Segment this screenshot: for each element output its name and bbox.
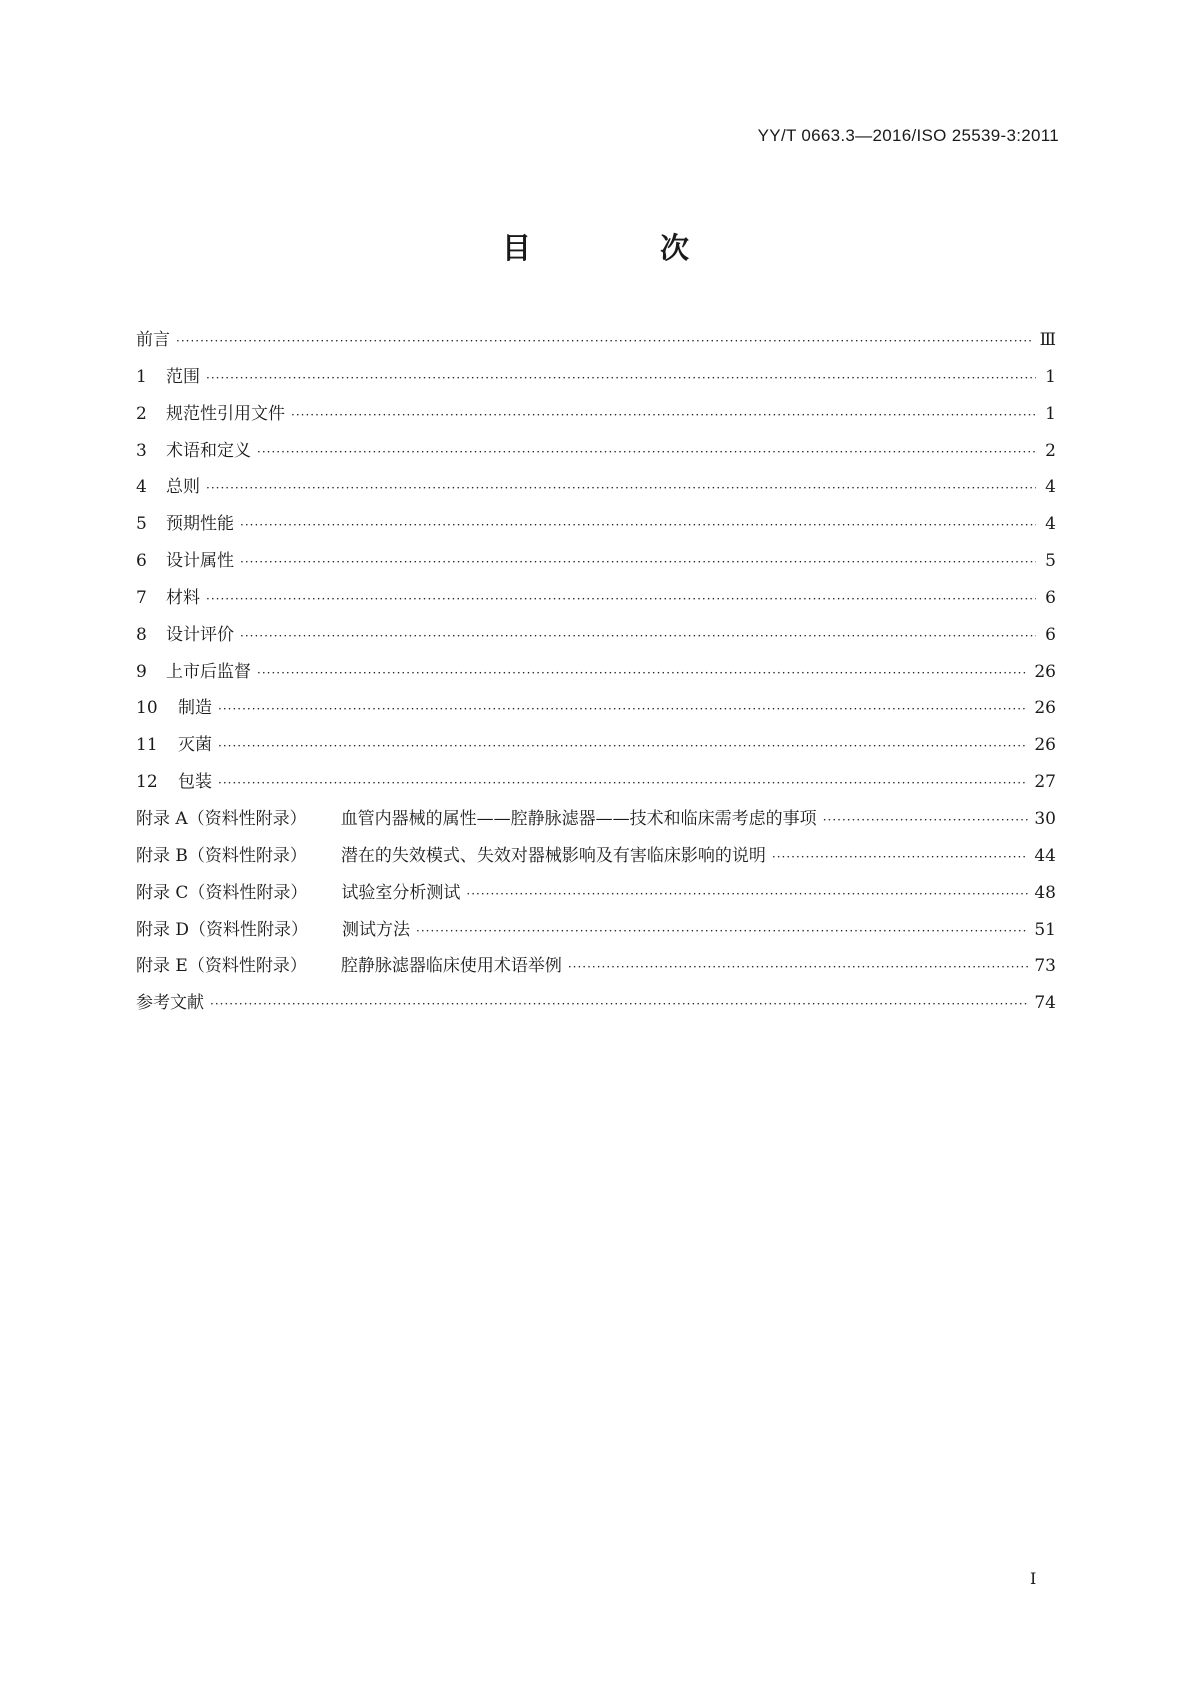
toc-page: 1	[1045, 403, 1056, 424]
toc-label: 制造	[178, 698, 212, 719]
toc-number: 8	[136, 624, 147, 645]
toc-label: 参考文献	[136, 993, 204, 1014]
toc-label: 范围	[166, 366, 200, 387]
dot-leader	[206, 470, 1036, 506]
toc-page: 1	[1045, 366, 1056, 387]
toc-number: 12	[136, 772, 158, 793]
toc-label: 试验室分析测试	[341, 882, 461, 903]
toc-entry-chapter[interactable]	[136, 543, 1056, 580]
toc-entry-chapter[interactable]	[136, 506, 1056, 543]
table-of-contents	[136, 322, 1056, 1022]
toc-page: 26	[1034, 661, 1056, 682]
annex-prefix: 附录 C（资料性附录）	[136, 882, 308, 903]
toc-page: 6	[1045, 624, 1056, 645]
annex-prefix: 附录 D（资料性附录）	[136, 919, 309, 940]
toc-label: 材料	[166, 587, 200, 608]
toc-page: 26	[1034, 698, 1056, 719]
toc-entry-chapter[interactable]	[136, 580, 1056, 617]
dot-leader	[240, 618, 1036, 654]
toc-page: 4	[1045, 514, 1056, 535]
toc-number: 11	[136, 735, 158, 756]
toc-label: 设计评价	[166, 624, 234, 645]
toc-label: 测试方法	[342, 919, 411, 940]
annex-prefix: 附录 B（资料性附录）	[136, 845, 307, 866]
dot-leader	[823, 802, 1029, 838]
toc-page: 2	[1045, 440, 1056, 461]
toc-number: 4	[136, 477, 147, 498]
dot-leader	[176, 323, 1034, 359]
toc-entry-annex[interactable]	[136, 838, 1056, 875]
toc-page: 74	[1034, 993, 1056, 1014]
toc-entry-references[interactable]	[136, 985, 1056, 1022]
toc-label: 上市后监督	[166, 661, 251, 682]
toc-entry-foreword[interactable]	[136, 322, 1056, 359]
dot-leader	[772, 839, 1028, 875]
toc-label: 设计属性	[166, 551, 234, 572]
standard-code: YY/T 0663.3—2016/ISO 25539-3:2011	[757, 126, 1059, 145]
dot-leader	[210, 986, 1028, 1022]
toc-label: 包装	[178, 772, 212, 793]
dot-leader	[416, 913, 1028, 949]
toc-entry-chapter[interactable]	[136, 654, 1056, 691]
toc-label: 术语和定义	[166, 440, 251, 461]
toc-page: 5	[1045, 551, 1056, 572]
toc-number: 6	[136, 551, 147, 572]
annex-prefix: 附录 E（资料性附录）	[136, 956, 307, 977]
toc-entry-annex[interactable]	[136, 912, 1056, 949]
toc-number: 9	[136, 661, 147, 682]
toc-entry-annex[interactable]	[136, 875, 1056, 912]
dot-leader	[291, 397, 1036, 433]
dot-leader	[466, 876, 1028, 912]
toc-number: 3	[136, 440, 147, 461]
dot-leader	[257, 655, 1028, 691]
toc-page: 26	[1034, 735, 1056, 756]
dot-leader	[240, 507, 1036, 543]
toc-entry-chapter[interactable]	[136, 359, 1056, 396]
dot-leader	[206, 581, 1036, 617]
annex-prefix: 附录 A（资料性附录）	[136, 808, 307, 829]
toc-number: 5	[136, 514, 147, 535]
toc-page: 6	[1045, 587, 1056, 608]
toc-entry-chapter[interactable]	[136, 396, 1056, 433]
toc-label: 潜在的失效模式、失效对器械影响及有害临床影响的说明	[340, 845, 766, 866]
toc-entry-chapter[interactable]	[136, 617, 1056, 654]
toc-number: 10	[136, 698, 158, 719]
dot-leader	[218, 765, 1028, 801]
page-title: 目 次	[501, 231, 739, 265]
toc-page: 44	[1034, 845, 1056, 866]
toc-entry-annex[interactable]	[136, 948, 1056, 985]
dot-leader	[240, 544, 1036, 580]
toc-number: 1	[136, 366, 147, 387]
toc-label: 血管内器械的属性——腔静脉滤器——技术和临床需考虑的事项	[340, 808, 817, 829]
toc-entry-annex[interactable]	[136, 801, 1056, 838]
toc-label: 预期性能	[166, 514, 234, 535]
toc-page: 30	[1034, 808, 1056, 829]
dot-leader	[206, 360, 1036, 396]
toc-label: 灭菌	[178, 735, 212, 756]
toc-entry-chapter[interactable]	[136, 690, 1056, 727]
dot-leader	[257, 434, 1036, 470]
toc-entry-chapter[interactable]	[136, 764, 1056, 801]
toc-page: 48	[1034, 882, 1056, 903]
toc-page: 27	[1034, 772, 1056, 793]
toc-entry-chapter[interactable]	[136, 469, 1056, 506]
toc-page: 73	[1034, 956, 1056, 977]
page-number: I	[1030, 1569, 1037, 1588]
toc-number: 7	[136, 587, 147, 608]
dot-leader	[218, 691, 1028, 727]
dot-leader	[568, 949, 1029, 985]
toc-entry-chapter[interactable]	[136, 433, 1056, 470]
toc-label: 规范性引用文件	[166, 403, 285, 424]
dot-leader	[218, 728, 1028, 764]
toc-page: 51	[1034, 919, 1056, 940]
toc-page: Ⅲ	[1039, 330, 1056, 350]
toc-label: 前言	[136, 330, 170, 350]
toc-entry-chapter[interactable]	[136, 727, 1056, 764]
toc-label: 腔静脉滤器临床使用术语举例	[340, 956, 562, 977]
toc-number: 2	[136, 403, 147, 424]
toc-page: 4	[1045, 477, 1056, 498]
toc-label: 总则	[166, 477, 200, 498]
